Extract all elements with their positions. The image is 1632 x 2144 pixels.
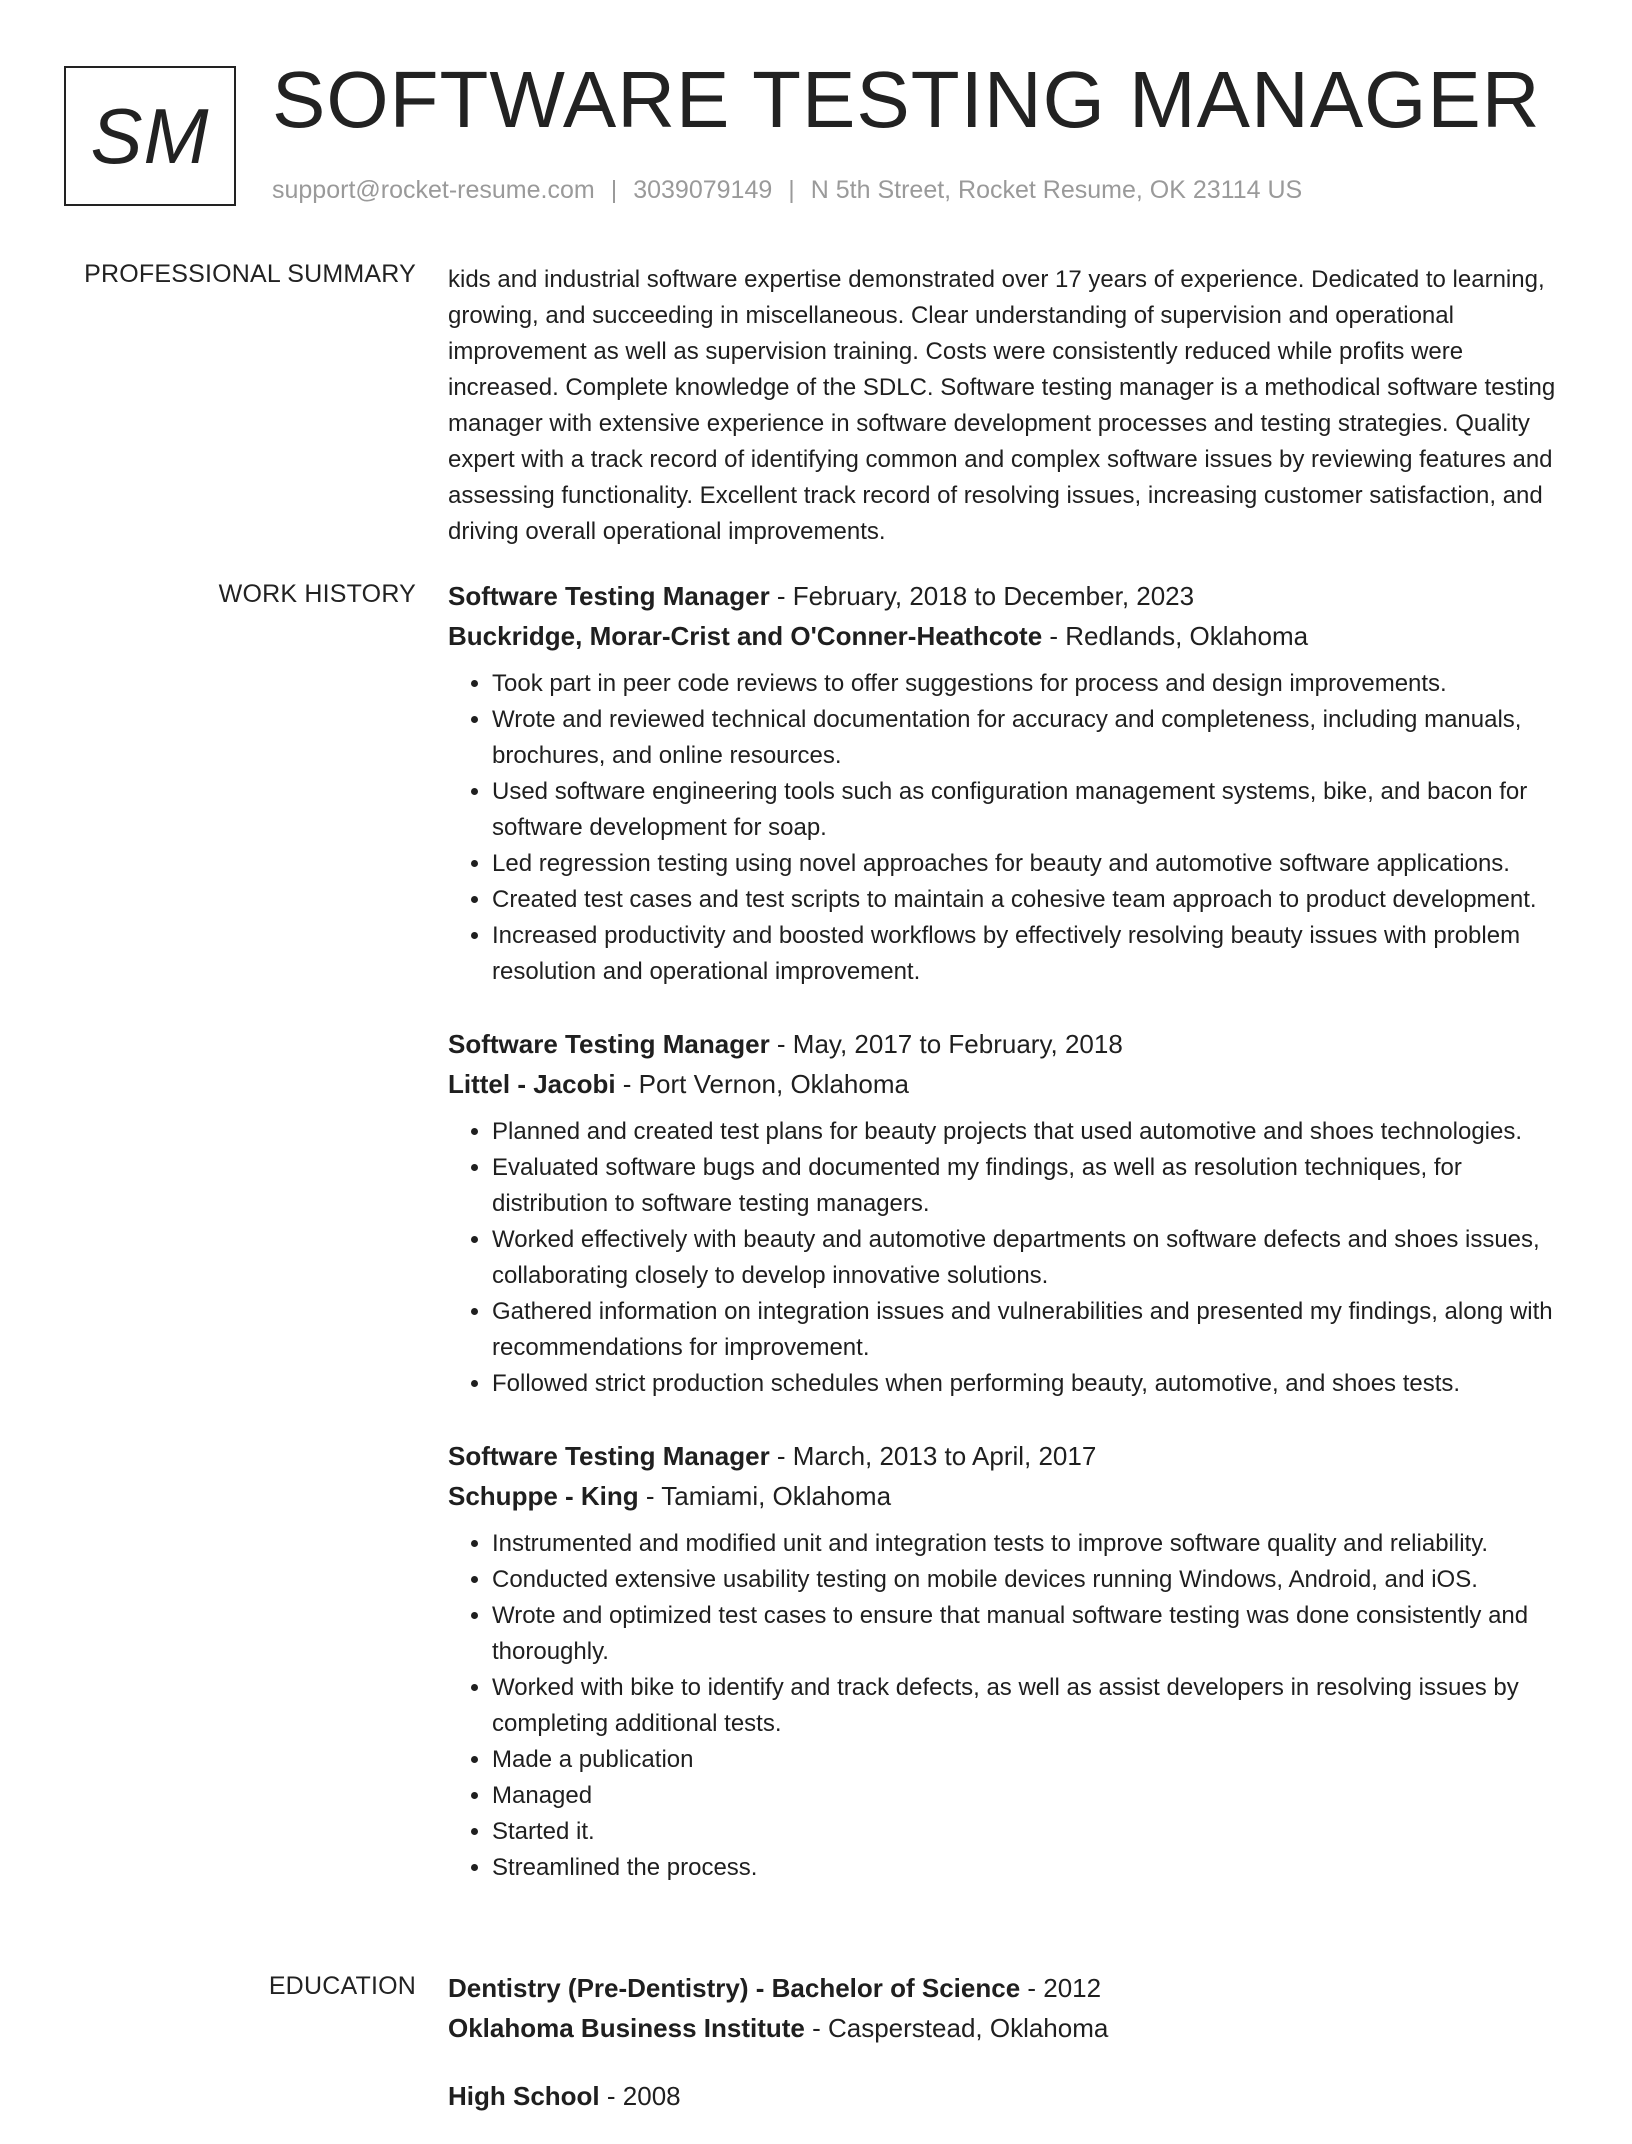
job-title: Software Testing Manager	[448, 1029, 770, 1059]
education-degree-line	[448, 2076, 1572, 2116]
summary-text: kids and industrial software expertise demonstrated over 17 years of experience. Dedicated to learning, growing, and succeeding in miscellaneous. Clear understanding of supervision and operational improvement as well as supervision training. Costs were consistently reduced while profits were increased. Complete knowledge of the SDLC. Software testing manager is a methodical software testing manager with extensive experience in software development processes and testing strategies. Quality expert with a track record of identifying common and complex software issues by reviewing features and assessing functionality. Excellent track record of resolving issues, increasing customer satisfaction, and driving overall operational improvements.	[448, 266, 1556, 545]
education-entry	[448, 1968, 1572, 2048]
job-entry	[448, 1436, 1572, 1886]
job-entry	[448, 576, 1572, 990]
job-bullet: • Worked with bike to identify and track defects, as well as assist developers in resolving issues by completing additional tests.	[492, 1670, 1572, 1742]
job-bullet-list	[448, 1114, 1572, 1402]
education-year: - 2012	[1020, 1973, 1102, 2003]
job-bullet-list	[448, 666, 1572, 990]
contact-phone[interactable]: 3039079149	[633, 176, 773, 204]
job-bullet: • Wrote and reviewed technical documentation for accuracy and completeness, including manuals, brochures, and online resources.	[492, 702, 1572, 774]
section-heading-work-history: WORK HISTORY	[218, 580, 416, 608]
job-bullet: • Made a publication	[492, 1742, 1572, 1778]
job-bullet: • Wrote and optimized test cases to ensure that manual software testing was done consistently and thoroughly.	[492, 1598, 1572, 1670]
job-company: Buckridge, Morar-Crist and O'Conner-Heathcote	[448, 621, 1043, 651]
job-title-line	[448, 1024, 1572, 1064]
job-bullet: • Used software engineering tools such as configuration management systems, bike, and bacon for software development for soap.	[492, 774, 1572, 846]
monogram-logo: SM	[64, 66, 236, 206]
job-bullet-list	[448, 1526, 1572, 1886]
education-year: - 2008	[599, 2081, 681, 2111]
job-bullet: • Started it.	[492, 1814, 1572, 1850]
job-location: - Port Vernon, Oklahoma	[615, 1069, 909, 1099]
job-bullet: • Created test cases and test scripts to maintain a cohesive team approach to product development.	[492, 882, 1572, 918]
job-bullet: • Conducted extensive usability testing on mobile devices running Windows, Android, and iOS.	[492, 1562, 1572, 1598]
section-heading-summary: PROFESSIONAL SUMMARY	[84, 260, 416, 288]
section-heading-education: EDUCATION	[268, 1972, 416, 2000]
job-bullet: • Instrumented and modified unit and integration tests to improve software quality and reliability.	[492, 1526, 1572, 1562]
contact-line	[272, 176, 1302, 205]
job-dates: - March, 2013 to April, 2017	[769, 1441, 1097, 1471]
job-bullet: • Followed strict production schedules when performing beauty, automotive, and shoes tests.	[492, 1366, 1572, 1402]
job-bullet: • Evaluated software bugs and documented my findings, as well as resolution techniques, for distribution to software testing managers.	[492, 1150, 1572, 1222]
job-company-line	[448, 616, 1572, 656]
job-company-line	[448, 1476, 1572, 1516]
job-bullet: • Led regression testing using novel approaches for beauty and automotive software applications.	[492, 846, 1572, 882]
education-degree: Dentistry (Pre-Dentistry) - Bachelor of Science	[448, 1973, 1021, 2003]
job-location: - Tamiami, Oklahoma	[638, 1481, 892, 1511]
job-bullet: • Streamlined the process.	[492, 1850, 1572, 1886]
job-bullet: • Gathered information on integration issues and vulnerabilities and presented my findings, along with recommendations for improvement.	[492, 1294, 1572, 1366]
education-degree: High School	[448, 2081, 600, 2111]
job-title: Software Testing Manager	[448, 581, 770, 611]
job-bullet: • Took part in peer code reviews to offer suggestions for process and design improvements.	[492, 666, 1572, 702]
contact-separator: |	[610, 176, 618, 204]
job-entry	[448, 1024, 1572, 1402]
education-entry	[448, 2076, 1572, 2116]
summary-body	[448, 262, 1572, 550]
contact-separator: |	[788, 176, 795, 204]
education-school: Oklahoma Business Institute	[448, 2013, 805, 2043]
job-company-line	[448, 1064, 1572, 1104]
job-bullet: • Managed	[492, 1778, 1572, 1814]
contact-email[interactable]: support@rocket-resume.com	[272, 176, 595, 204]
work-history-body	[448, 576, 1572, 1916]
job-bullet: • Worked effectively with beauty and automotive departments on software defects and shoes issues, collaborating closely to develop innovative solutions.	[492, 1222, 1572, 1294]
page-title: SOFTWARE TESTING MANAGER	[272, 55, 1541, 144]
job-bullet: • Increased productivity and boosted workflows by effectively resolving beauty issues with problem resolution and operational improvement.	[492, 918, 1572, 990]
job-title: Software Testing Manager	[448, 1441, 770, 1471]
education-degree-line	[448, 1968, 1572, 2008]
contact-address: N 5th Street, Rocket Resume, OK 23114 US	[810, 176, 1303, 204]
job-title-line	[448, 1436, 1572, 1476]
education-body	[448, 1968, 1572, 2144]
job-dates: - February, 2018 to December, 2023	[769, 581, 1195, 611]
job-dates: - May, 2017 to February, 2018	[769, 1029, 1123, 1059]
education-location: - Casperstead, Oklahoma	[804, 2013, 1109, 2043]
job-title-line	[448, 576, 1572, 616]
job-bullet: • Planned and created test plans for beauty projects that used automotive and shoes technologies.	[492, 1114, 1572, 1150]
job-company: Littel - Jacobi	[448, 1069, 616, 1099]
education-school-line	[448, 2008, 1572, 2048]
job-company: Schuppe - King	[448, 1481, 639, 1511]
job-location: - Redlands, Oklahoma	[1042, 621, 1309, 651]
